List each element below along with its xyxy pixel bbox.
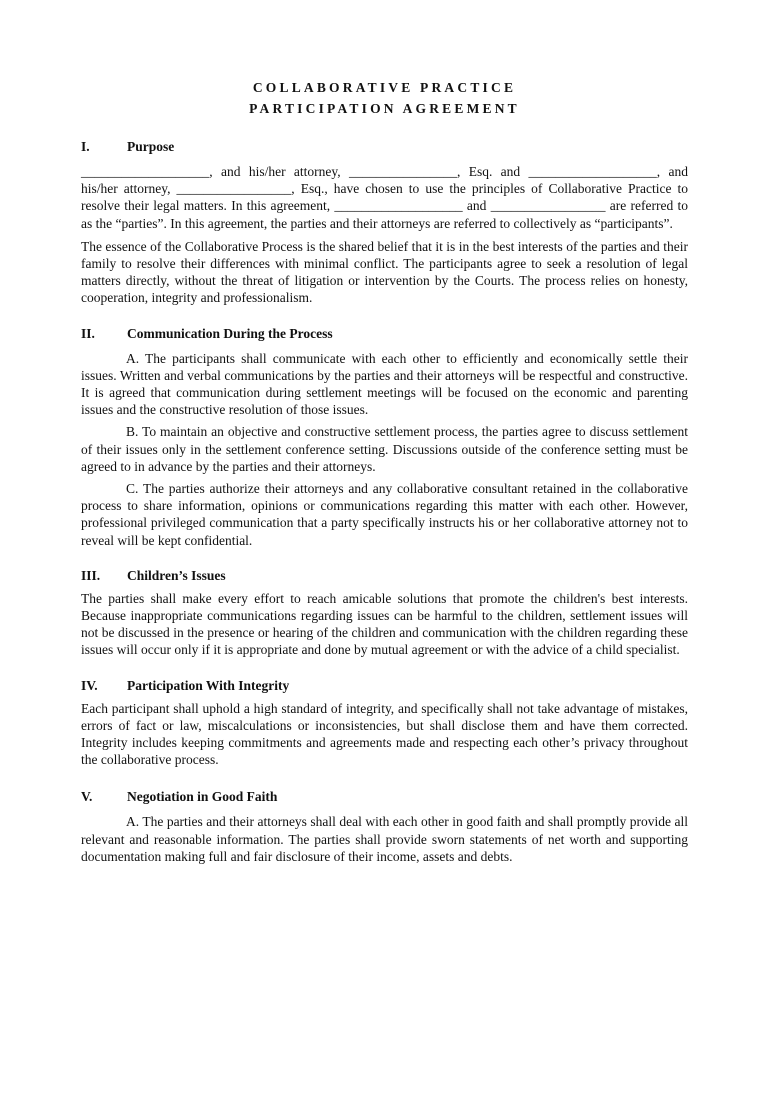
good-faith-paragraph-a: A. The parties and their attorneys shall deal with each other in good faith and shall promptly provide all relevant and reasonable information. The parties shall provide sworn statements of net worth and supporting documentation making full and fair disclosure of their income, assets and debts. [81,814,688,864]
purpose-essence-paragraph: The essence of the Collaborative Process is the shared belief that it is in the best interests of the parties and their family to resolve their differences with minimal conflict. The participants agree to seek a resolution of legal matters directly, without the threat of litigation or intervention by the Courts. The process relies on honesty, cooperation, integrity and professionalism. [81,238,688,306]
section-title: Children’s Issues [127,567,226,583]
communication-paragraph-c: C. The parties authorize their attorneys and any collaborative consultant retained in the collaborative process to share information, opinions or communications regarding this matter with each other. However, professional privileged communication that a party specifically instructs his or her collaborative attorney not to reveal will be kept confidential. [81,481,688,548]
section-number: II. [81,325,95,341]
section-title: Purpose [127,139,175,154]
section-number: I. [81,139,90,154]
childrens-issues-paragraph: The parties shall make every effort to reach amicable solutions that promote the children's best interests. Because inappropriate communications regarding issues can be harmful to the children, settlement issues will not be discussed in the presence or hearing of the children and communication with the children regarding these issues will occur only if it is appropriate and done by mutual agreement or with the advice of a child specialist. [81,590,688,658]
section-heading-integrity [81,677,688,694]
section-title: Communication During the Process [127,325,333,341]
section-number: IV. [81,677,98,693]
document-title-line2: PARTICIPATION AGREEMENT [249,101,520,116]
section-heading-purpose [81,138,688,155]
document-title-line1: COLLABORATIVE PRACTICE [252,80,517,95]
section-number: V. [81,789,93,805]
integrity-paragraph: Each participant shall uphold a high standard of integrity, and specifically shall not take advantage of mistakes, errors of fact or law, miscalculations or inconsistencies, but shall disclose them and have them corrected. Integrity includes keeping commitments and agreements made and respecting each other’s privacy throughout the collaborative process. [81,700,688,768]
communication-paragraph-b: B. To maintain an objective and constructive settlement process, the parties agree to discuss settlement of their issues only in the settlement conference setting. Discussions outside of the conference setting must be agreed to in advance by the parties and their attorneys. [81,424,688,474]
section-heading-communication [81,325,688,342]
communication-paragraph-a: A. The participants shall communicate with each other to efficiently and economically settle their issues. Written and verbal communications by the parties and their attorneys will be respectful and constructive. It is agreed that communication during settlement meetings will be focused on the economic and parenting issues and the constructive resolution of those issues. [81,350,688,418]
section-title: Negotiation in Good Faith [127,789,278,805]
section-heading-good-faith [81,788,688,805]
section-title: Participation With Integrity [127,677,290,693]
purpose-parties-paragraph: ___________________, and his/her attorney, ________________, Esq. and ___________________, and his/her attorney, _________________, Esq., have chosen to use the principles of Collaborative Practice to resolve their legal matters. In this agreement, ___________________ and _________________ are referred to as the “parties”. In this agreement, the parties and their attorneys are referred to collectively as “participants”. [81,164,688,231]
section-heading-childrens-issues [81,567,688,584]
document-page [0,77,770,1101]
section-number: III. [81,567,101,583]
